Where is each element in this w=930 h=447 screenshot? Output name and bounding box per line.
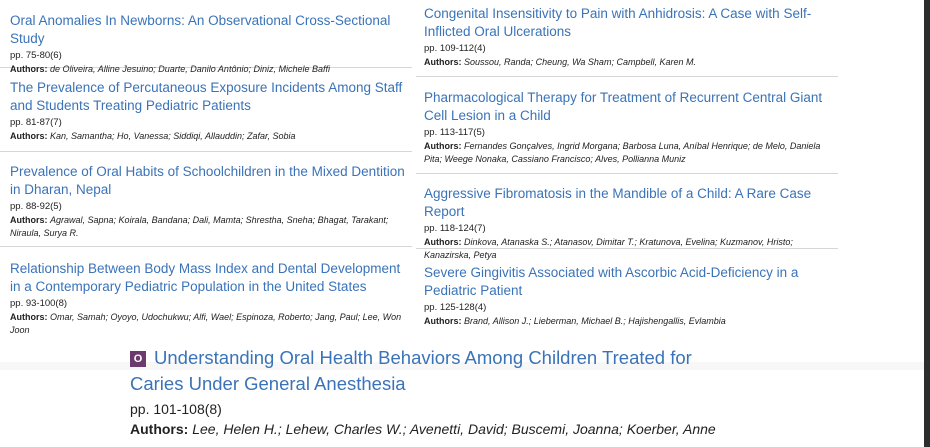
authors-names: Brand, Allison J.; Lieberman, Michael B.; Hajishengallis, Evlambia [464, 316, 726, 326]
authors-label: Authors: [424, 316, 462, 326]
authors-names: Soussou, Randa; Cheung, Wa Sham; Campbell, Karen M. [464, 57, 696, 67]
article-pages: pp. 109-112(4) [424, 43, 486, 54]
left-article-column [0, 0, 412, 343]
article-title-link[interactable]: Relationship Between Body Mass Index and Dental Development in a Contemporary Pediatric Population in the United States [10, 261, 401, 294]
featured-article [130, 346, 750, 439]
article-item [416, 0, 838, 77]
article-pages: pp. 125-128(4) [424, 302, 487, 313]
article-pages: pp. 93-100(8) [10, 298, 68, 309]
article-item [0, 68, 412, 152]
featured-article-title-link[interactable]: Understanding Oral Health Behaviors Among Children Treated for Caries Under General Anesthesia [130, 347, 692, 394]
featured-article-authors [130, 419, 750, 439]
article-title-link[interactable]: Pharmacological Therapy for Treatment of Recurrent Central Giant Cell Lesion in a Child [424, 90, 823, 123]
article-item [0, 152, 412, 247]
article-pages: pp. 75-80(6) [10, 50, 62, 61]
article-item [0, 247, 412, 343]
article-item [416, 249, 838, 329]
article-pages: pp. 88-92(5) [10, 201, 62, 212]
authors-label: Authors: [424, 141, 462, 151]
article-item [0, 0, 412, 74]
authors-label: Authors: [10, 64, 48, 74]
right-article-column [416, 0, 838, 329]
article-item [416, 174, 838, 260]
article-authors [424, 56, 838, 69]
authors-label: Authors: [424, 237, 462, 247]
authors-names: Kan, Samantha; Ho, Vanessa; Siddiqi, Allauddin; Zafar, Sobia [50, 131, 296, 141]
authors-names: Omar, Samah; Oyoyo, Udochukwu; Alfi, Wael; Espinoza, Roberto; Jang, Paul; Lee, Won Joon [10, 312, 402, 335]
authors-label: Authors: [10, 312, 48, 322]
article-title-link[interactable]: Severe Gingivitis Associated with Ascorbic Acid-Deficiency in a Pediatric Patient [424, 265, 799, 298]
authors-label: Authors: [424, 57, 462, 67]
article-pages: pp. 81-87(7) [10, 117, 62, 128]
featured-title-wrap [130, 346, 720, 398]
article-title-link[interactable]: Congenital Insensitivity to Pain with Anhidrosis: A Case with Self-Inflicted Oral Ulcerations [424, 6, 812, 39]
authors-names: Dinkova, Atanaska S.; Atanasov, Dimitar T.; Kratunova, Evelina; Kuzmanov, Hristo; Kanazirska, Petya [424, 237, 793, 260]
authors-names: Fernandes Gonçalves, Ingrid Morgana; Barbosa Luna, Aníbal Henrique; de Melo, Daniela Pita; Weege Nonaka, Cassiano Francisco; Alves, Pollianna Muniz [424, 141, 821, 164]
authors-label: Authors: [10, 131, 48, 141]
article-authors [10, 130, 412, 143]
article-title-link[interactable]: Aggressive Fibromatosis in the Mandible of a Child: A Rare Case Report [424, 186, 812, 219]
authors-label: Authors: [10, 215, 48, 225]
article-title-link[interactable]: The Prevalence of Percutaneous Exposure Incidents Among Staff and Students Treating Pediatric Patients [10, 80, 403, 113]
article-title-link[interactable]: Oral Anomalies In Newborns: An Observational Cross-Sectional Study [10, 13, 391, 46]
authors-names: de Oliveira, Alline Jesuino; Duarte, Danilo Antônio; Diniz, Michele Baffi [50, 64, 330, 74]
article-item [416, 77, 838, 174]
authors-label: Authors: [130, 421, 189, 437]
authors-names: Lee, Helen H.; Lehew, Charles W.; Avenetti, David; Buscemi, Joanna; Koerber, Anne [192, 421, 716, 437]
featured-article-pages: pp. 101-108(8) [130, 401, 222, 417]
article-authors [424, 315, 838, 328]
article-title-link[interactable]: Prevalence of Oral Habits of Schoolchildren in the Mixed Dentition in Dharan, Nepal [10, 164, 405, 197]
window-edge [924, 0, 930, 447]
article-authors [424, 140, 838, 166]
article-authors [10, 311, 412, 337]
article-pages: pp. 118-124(7) [424, 223, 486, 234]
article-pages: pp. 113-117(5) [424, 127, 485, 138]
open-access-icon: O [130, 351, 146, 367]
authors-names: Agrawal, Sapna; Koirala, Bandana; Dali, Mamta; Shrestha, Sneha; Bhagat, Tarakant; Niraula, Surya R. [10, 215, 389, 238]
article-authors [10, 214, 412, 240]
